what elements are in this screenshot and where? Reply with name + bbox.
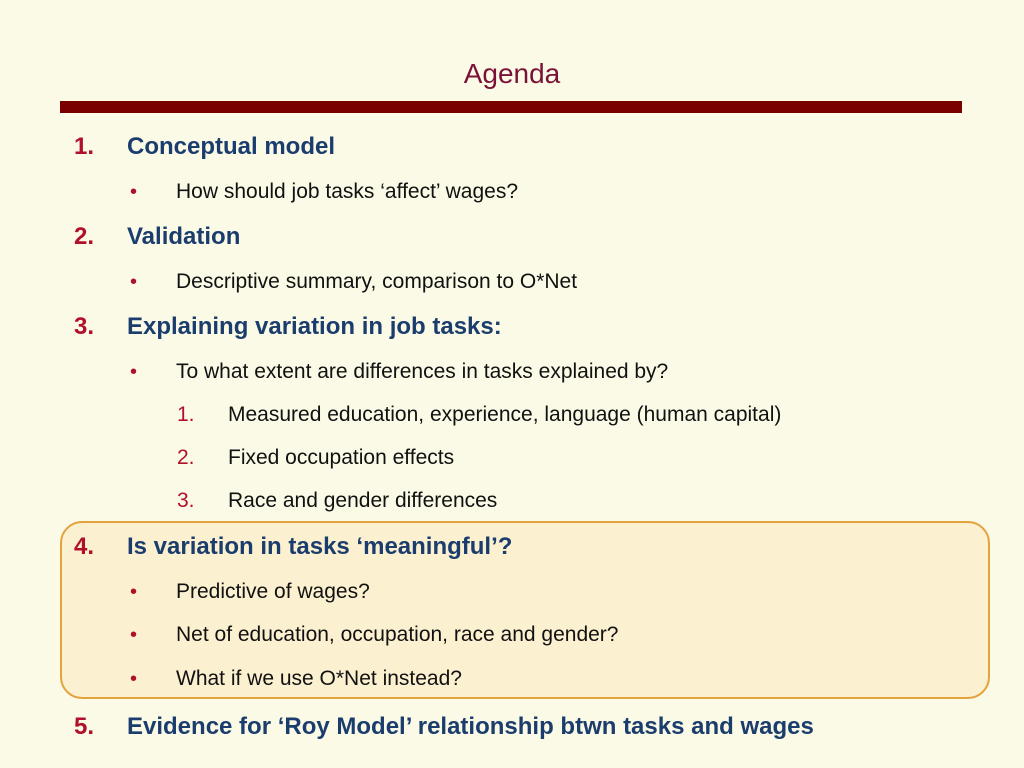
sub-item [0, 441, 1024, 475]
bullet-icon: • [130, 624, 138, 646]
sub-item [0, 484, 1024, 518]
bullet-text: To what extent are differences in tasks explained by? [176, 360, 669, 383]
title-divider [60, 101, 962, 113]
bullet-text: Predictive of wages? [176, 580, 370, 603]
section-number: 4. [74, 533, 95, 560]
bullet-item [0, 618, 1024, 652]
sub-item-text: Fixed occupation effects [228, 446, 455, 469]
bullet-text: What if we use O*Net instead? [176, 667, 462, 690]
section-heading: Is variation in tasks ‘meaningful’? [127, 533, 513, 560]
sub-item [0, 398, 1024, 432]
bullet-item [0, 662, 1024, 696]
section-number: 2. [74, 223, 95, 250]
slide-title: Agenda [463, 58, 561, 89]
section-heading: Explaining variation in job tasks: [127, 313, 502, 340]
section-heading: Evidence for ‘Roy Model’ relationship btwn tasks and wages [127, 713, 814, 740]
section-5 [0, 710, 1024, 744]
section-heading: Validation [127, 223, 241, 250]
sub-item-number: 2. [177, 446, 195, 469]
bullet-icon: • [130, 271, 138, 293]
bullet-text: Descriptive summary, comparison to O*Net [176, 270, 578, 293]
section-number: 5. [74, 713, 95, 740]
bullet-icon: • [130, 581, 138, 603]
section-1 [0, 130, 1024, 164]
sub-item-number: 3. [177, 489, 195, 512]
bullet-item [0, 575, 1024, 609]
sub-item-text: Race and gender differences [228, 489, 498, 512]
section-number: 1. [74, 133, 95, 160]
section-heading: Conceptual model [127, 133, 336, 160]
bullet-icon: • [130, 668, 138, 690]
bullet-item [0, 175, 1024, 209]
bullet-icon: • [130, 181, 138, 203]
section-number: 3. [74, 313, 95, 340]
section-4 [0, 530, 1024, 564]
bullet-item [0, 265, 1024, 299]
bullet-text: Net of education, occupation, race and gender? [176, 623, 619, 646]
sub-item-number: 1. [177, 403, 195, 426]
sub-item-text: Measured education, experience, language (human capital) [228, 403, 782, 426]
bullet-icon: • [130, 361, 138, 383]
section-3 [0, 310, 1024, 344]
section-2 [0, 220, 1024, 254]
bullet-text: How should job tasks ‘affect’ wages? [176, 180, 519, 203]
bullet-item [0, 355, 1024, 389]
